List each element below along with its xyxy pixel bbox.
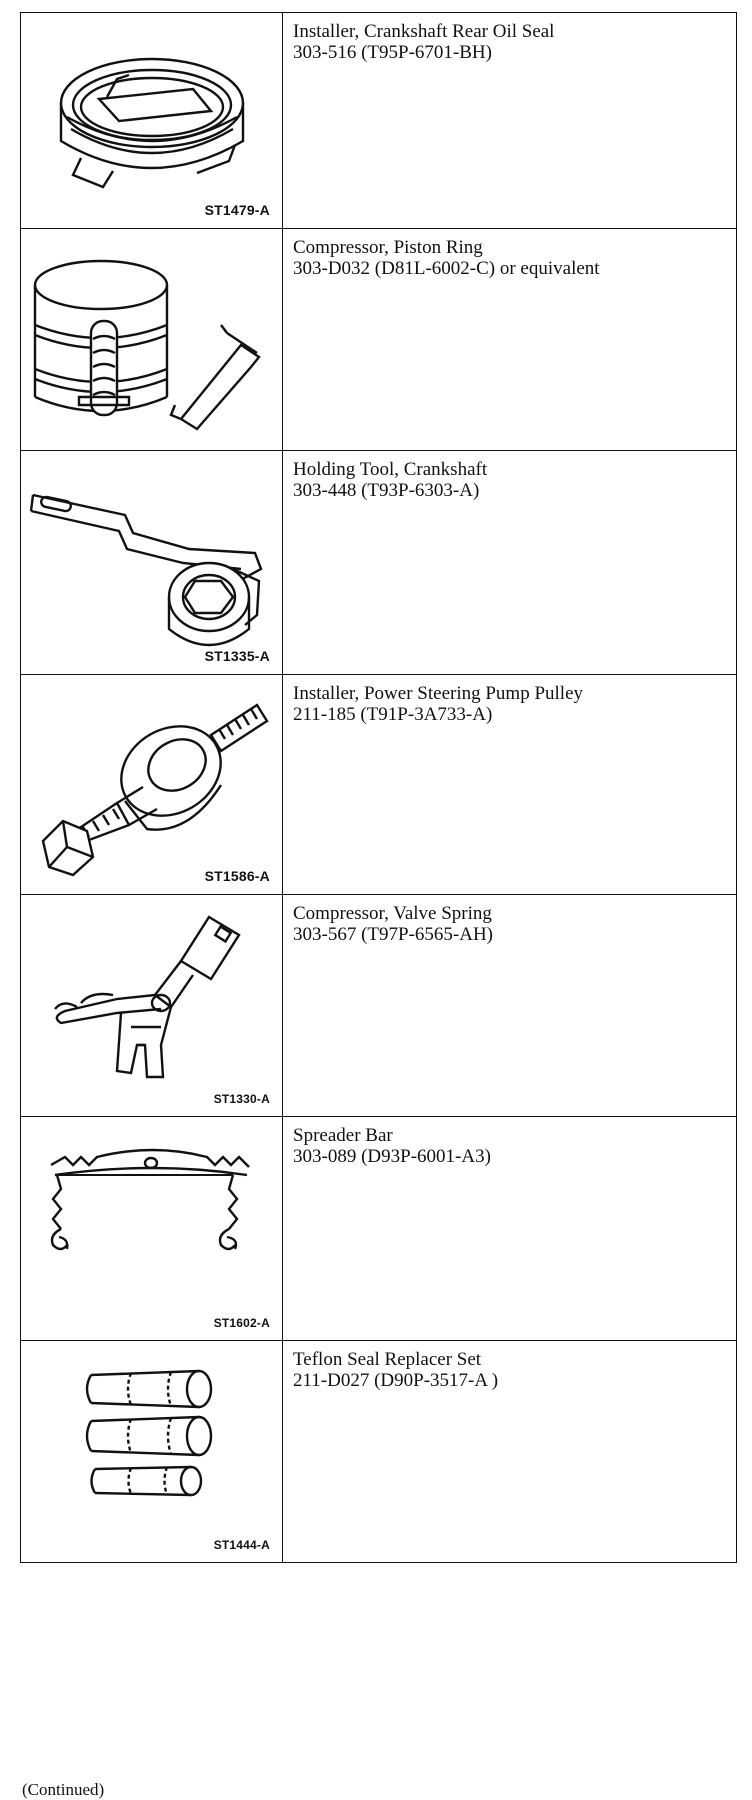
table-row: [21, 13, 737, 229]
tool-name: Holding Tool, Crankshaft: [293, 459, 488, 480]
table-row: [21, 675, 737, 895]
table-row: [21, 1117, 737, 1341]
teflon-seal-replacer-set-icon: [21, 1341, 283, 1563]
tool-number: 303-516 (T95P-6701-BH): [293, 42, 492, 63]
tool-number: 303-448 (T93P-6303-A): [293, 480, 480, 501]
tool-illustration-cell: [21, 1341, 283, 1563]
figure-code: ST1479-A: [204, 202, 270, 218]
tool-description-cell: [283, 229, 737, 451]
figure-code: ST1586-A: [204, 868, 270, 884]
tool-number: 303-567 (T97P-6565-AH): [293, 924, 494, 945]
tool-description-cell: [283, 1341, 737, 1563]
table-row: [21, 229, 737, 451]
tool-number: 303-D032 (D81L-6002-C) or equivalent: [293, 258, 600, 279]
tool-illustration-cell: [21, 451, 283, 675]
tool-illustration-cell: [21, 229, 283, 451]
tool-description-cell: [283, 895, 737, 1117]
tool-illustration-cell: [21, 13, 283, 229]
tool-number: 211-185 (T91P-3A733-A): [293, 704, 493, 725]
tool-name: Compressor, Piston Ring: [293, 237, 483, 258]
tool-description-cell: [283, 451, 737, 675]
tool-number: 303-089 (D93P-6001-A3): [293, 1146, 491, 1167]
table-row: [21, 451, 737, 675]
special-tools-table: [20, 12, 737, 1563]
figure-code: ST1602-A: [213, 1316, 270, 1330]
figure-code: ST1444-A: [213, 1538, 270, 1552]
spreader-bar-icon: [21, 1117, 283, 1341]
tool-name: Installer, Power Steering Pump Pulley: [293, 683, 584, 704]
tool-name: Spreader Bar: [293, 1125, 393, 1146]
tool-illustration-cell: [21, 895, 283, 1117]
valve-spring-compressor-icon: [21, 895, 283, 1117]
tool-name: Installer, Crankshaft Rear Oil Seal: [293, 21, 555, 42]
crankshaft-rear-oil-seal-installer-icon: [21, 13, 283, 229]
table-row: [21, 895, 737, 1117]
figure-code: ST1335-A: [204, 648, 270, 664]
tool-number: 211-D027 (D90P-3517-A ): [293, 1370, 499, 1391]
crankshaft-holding-tool-icon: [21, 451, 283, 675]
tool-illustration-cell: [21, 1117, 283, 1341]
tool-illustration-cell: [21, 675, 283, 895]
table-row: [21, 1341, 737, 1563]
figure-code: ST1330-A: [213, 1092, 270, 1106]
power-steering-pump-pulley-installer-icon: [21, 675, 283, 895]
tool-description-cell: [283, 1117, 737, 1341]
continued-note: (Continued): [22, 1780, 105, 1799]
piston-ring-compressor-icon: [21, 229, 283, 451]
tool-name: Compressor, Valve Spring: [293, 903, 492, 924]
tool-description-cell: [283, 13, 737, 229]
tool-name: Teflon Seal Replacer Set: [293, 1349, 482, 1370]
tool-description-cell: [283, 675, 737, 895]
